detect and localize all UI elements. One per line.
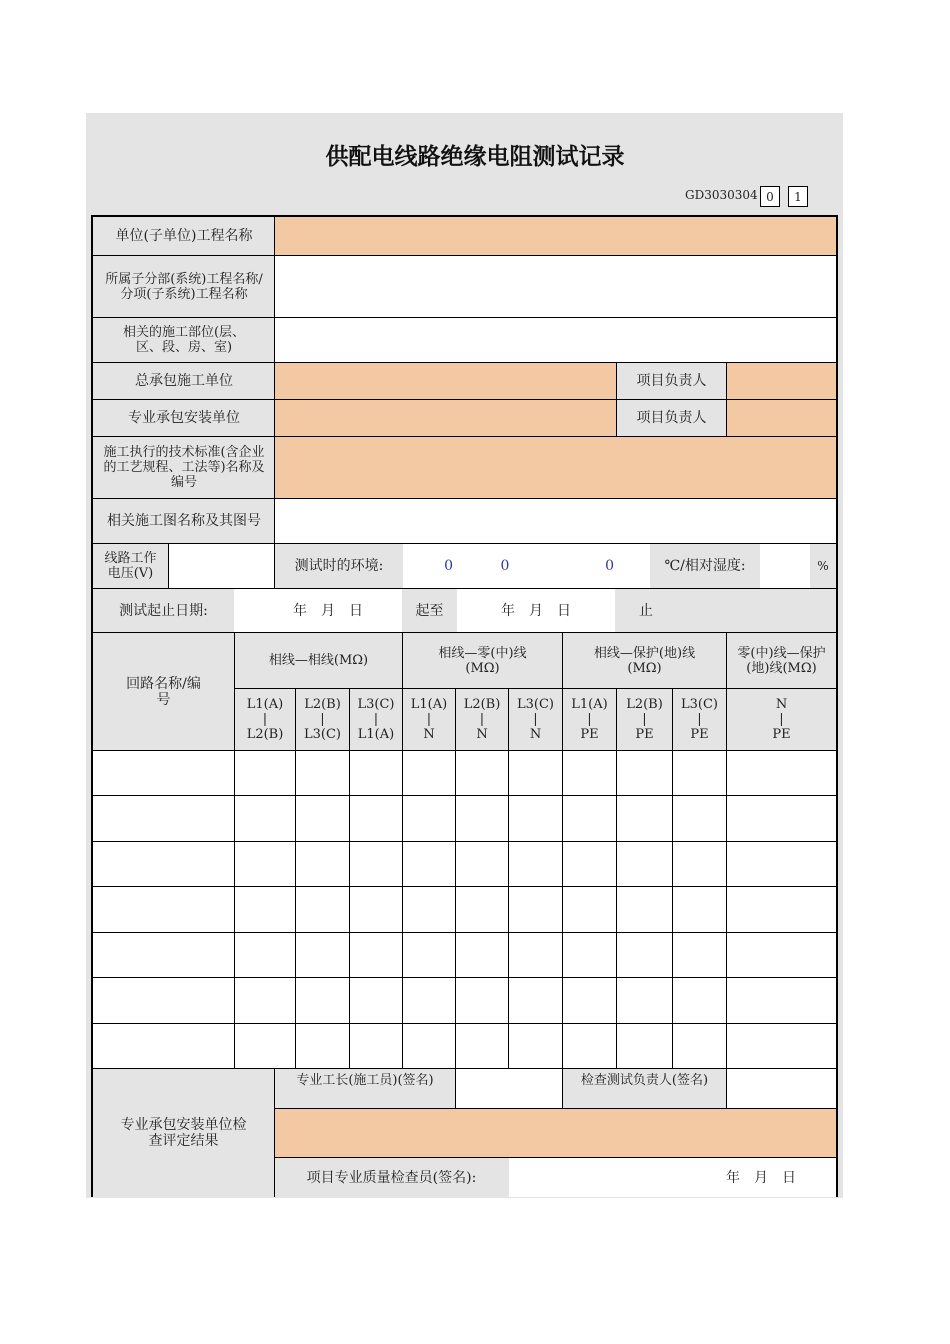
end-date[interactable]: 年 月 日 bbox=[457, 589, 615, 632]
temp-humidity-label: ℃/相对湿度: bbox=[650, 544, 760, 588]
subcol-header: N | PE bbox=[727, 689, 836, 750]
standard-label: 施工执行的技术标准(含企业的工艺规程、工法等)名称及编号 bbox=[93, 437, 275, 498]
subcol-header: L1(A) | PE bbox=[563, 689, 616, 750]
inspector-label: 项目专业质量检查员(签名): bbox=[275, 1158, 508, 1197]
from-to-label: 起至 bbox=[402, 589, 457, 632]
subcol-header: L1(A) | L2(B) bbox=[235, 689, 295, 750]
result-label: 专业承包安装单位检查评定结果 bbox=[93, 1069, 274, 1197]
general-contractor-label: 总承包施工单位 bbox=[93, 363, 275, 399]
code-box-1: 0 bbox=[760, 186, 780, 207]
subcol-header: L2(B) | L3(C) bbox=[296, 689, 349, 750]
location-label: 相关的施工部位(层、区、段、房、室) bbox=[93, 318, 275, 362]
subcol-header: L2(B) | N bbox=[456, 689, 508, 750]
subcol-header: L1(A) | N bbox=[403, 689, 455, 750]
form-code: GD3030304 bbox=[685, 188, 758, 202]
env-label: 测试时的环境: bbox=[275, 544, 403, 588]
circuit-header: 回路名称/编号 bbox=[93, 633, 234, 750]
subcol-header: L3(C) | L1(A) bbox=[350, 689, 402, 750]
group-header-4: 零(中)线—保护(地)线(MΩ) bbox=[727, 633, 836, 688]
page-title: 供配电线路绝缘电阻测试记录 bbox=[325, 144, 625, 170]
sub-project-label: 所属子分部(系统)工程名称/分项(子系统)工程名称 bbox=[93, 256, 275, 317]
tester-label: 检查测试负责人(签名) bbox=[563, 1069, 726, 1108]
specialty-contractor-label: 专业承包安装单位 bbox=[93, 400, 275, 436]
foreman-label: 专业工长(施工员)(签名) bbox=[275, 1069, 455, 1108]
end-label: 止 bbox=[615, 589, 836, 632]
start-date[interactable]: 年 月 日 bbox=[234, 589, 402, 632]
group-header-1: 相线—相线(MΩ) bbox=[235, 633, 402, 688]
subcol-header: L3(C) | N bbox=[509, 689, 562, 750]
env-value-2[interactable]: 0 bbox=[495, 544, 515, 588]
percent-label: % bbox=[810, 544, 836, 588]
group-header-3: 相线—保护(地)线(MΩ) bbox=[563, 633, 726, 688]
env-value-3[interactable]: 0 bbox=[515, 544, 650, 588]
project-manager-label-1: 项目负责人 bbox=[617, 363, 726, 399]
drawing-label: 相关施工图名称及其图号 bbox=[93, 499, 275, 543]
date-label: 测试起止日期: bbox=[93, 589, 234, 632]
unit-project-label: 单位(子单位)工程名称 bbox=[93, 217, 275, 255]
env-value-1[interactable]: 0 bbox=[403, 544, 495, 588]
code-box-2: 1 bbox=[788, 186, 808, 207]
group-header-2: 相线—零(中)线(MΩ) bbox=[403, 633, 562, 688]
voltage-label: 线路工作电压(V) bbox=[93, 544, 168, 588]
subcol-header: L2(B) | PE bbox=[617, 689, 672, 750]
inspector-date[interactable]: 年 月 日 bbox=[509, 1158, 836, 1197]
subcol-header: L3(C) | PE bbox=[673, 689, 726, 750]
project-manager-label-2: 项目负责人 bbox=[617, 400, 726, 436]
